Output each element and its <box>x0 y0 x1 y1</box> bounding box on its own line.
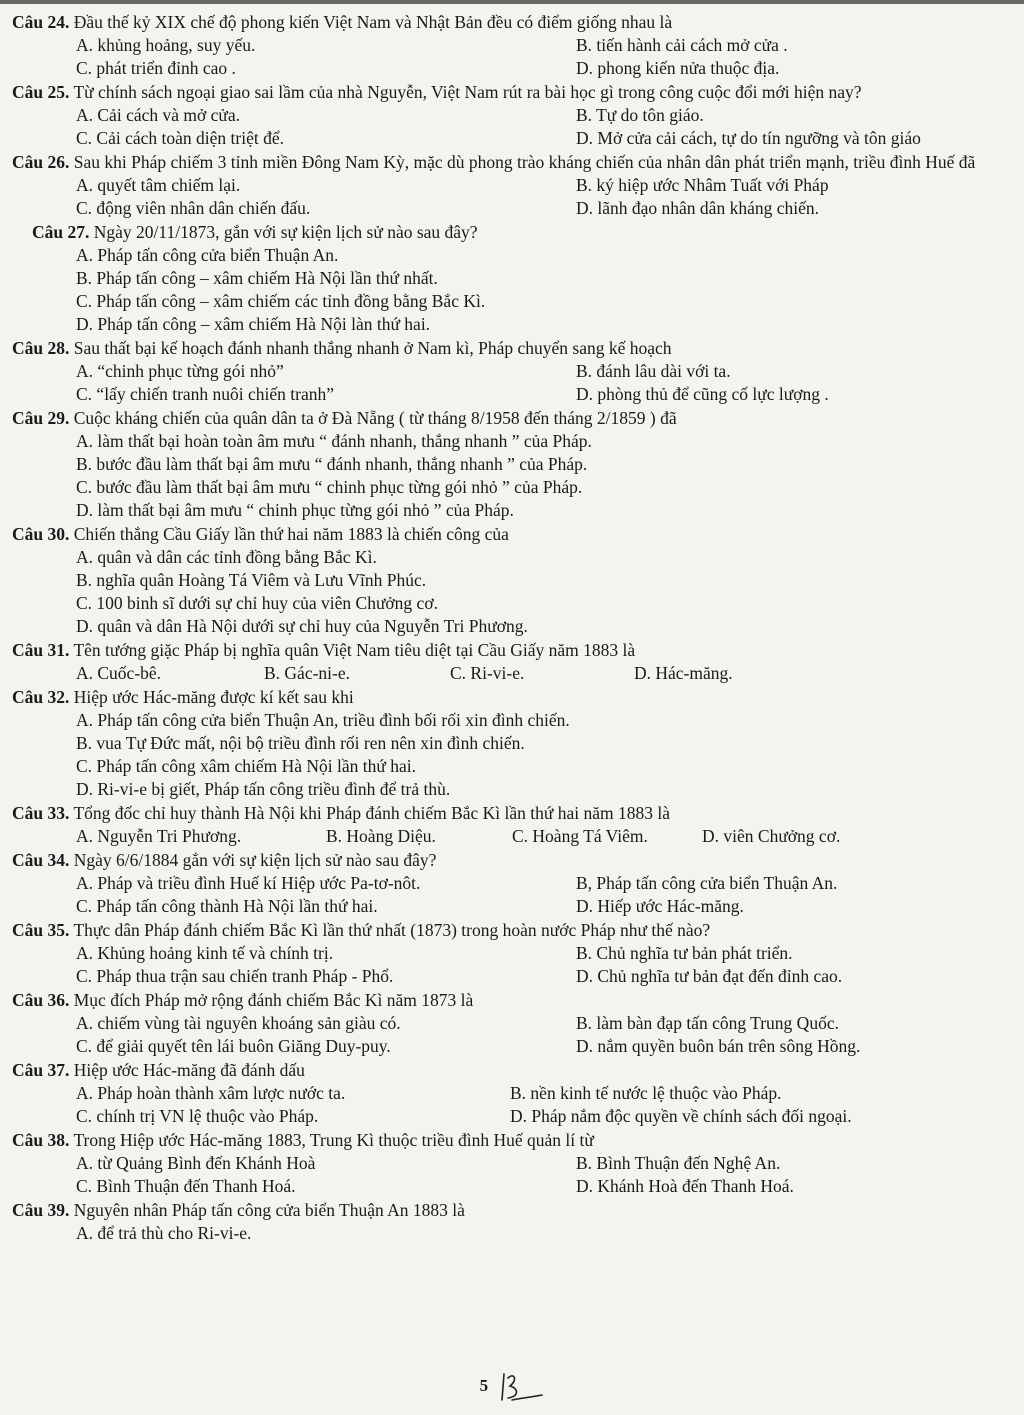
option-d: D. Pháp nắm độc quyền về chính sách đối ngoại. <box>510 1106 852 1126</box>
question-label: Câu 24. <box>12 12 70 32</box>
question-label: Câu 38. <box>12 1130 70 1150</box>
option-d: D. phòng thủ để cũng cố lực lượng . <box>576 384 829 404</box>
option-a: A. Pháp và triều đình Huế kí Hiệp ước Pa-tơ-nôt. <box>76 873 421 893</box>
question-stem: Sau thất bại kế hoạch đánh nhanh thắng nhanh ở Nam kì, Pháp chuyển sang kế hoạch <box>73 338 672 358</box>
question-stem: Cuộc kháng chiến của quân dân ta ở Đà Nẵng ( từ tháng 8/1958 đến tháng 2/1859 ) đã <box>73 408 677 428</box>
option-d: D. Pháp tấn công – xâm chiếm Hà Nội làn thứ hai. <box>76 314 431 334</box>
question-39 <box>12 1198 1012 1245</box>
question-stem: Sau khi Pháp chiếm 3 tỉnh miền Đông Nam Kỳ, mặc dù phong trào kháng chiến của nhân dân phát triển mạnh, triều đình Huế đã <box>73 152 976 172</box>
option-b: B. Tự do tôn giáo. <box>576 105 704 125</box>
option-d: D. quân và dân Hà Nội dưới sự chỉ huy của Nguyễn Tri Phương. <box>76 616 528 636</box>
option-d: D. làm thất bại âm mưu “ chinh phục từng gói nhỏ ” của Pháp. <box>76 500 514 520</box>
option-d: D. phong kiến nửa thuộc địa. <box>576 58 780 78</box>
option-b: B. vua Tự Đức mất, nội bộ triều đình rối ren nên xin đình chiến. <box>76 733 525 753</box>
option-b: B. Pháp tấn công – xâm chiếm Hà Nội lần thứ nhất. <box>76 268 438 288</box>
question-34 <box>12 848 1012 918</box>
option-c: C. bước đầu làm thất bại âm mưu “ chinh phục từng gói nhỏ ” của Pháp. <box>76 477 583 497</box>
question-label: Câu 29. <box>12 408 70 428</box>
option-b: B. Hoàng Diệu. <box>326 826 436 846</box>
option-c: C. Pháp tấn công xâm chiếm Hà Nội lần thứ hai. <box>76 756 416 776</box>
option-c: C. Bình Thuận đến Thanh Hoá. <box>76 1176 296 1196</box>
page-footer <box>0 1370 1024 1404</box>
question-stem: Thực dân Pháp đánh chiếm Bắc Kì lần thứ nhất (1873) trong hoàn nước Pháp như thế nào? <box>73 920 711 940</box>
option-d: D. lãnh đạo nhân dân kháng chiến. <box>576 198 819 218</box>
option-b: B. bước đầu làm thất bại âm mưu “ đánh nhanh, thắng nhanh ” của Pháp. <box>76 454 588 474</box>
option-d: D. Khánh Hoà đến Thanh Hoá. <box>576 1176 794 1196</box>
option-c: C. “lấy chiến tranh nuôi chiến tranh” <box>76 384 335 404</box>
option-a: A. Pháp tấn công cửa biển Thuận An, triều đình bối rối xin đình chiến. <box>76 710 570 730</box>
option-b: B. Gác-ni-e. <box>264 663 351 683</box>
option-a: A. quân và dân các tỉnh đồng bằng Bắc Kì. <box>76 547 377 567</box>
question-stem: Trong Hiệp ước Hác-măng 1883, Trung Kì thuộc triều đình Huế quản lí từ <box>73 1130 594 1150</box>
option-b: B. Bình Thuận đến Nghệ An. <box>576 1153 781 1173</box>
question-stem: Hiệp ước Hác-măng được kí kết sau khi <box>73 687 354 707</box>
option-a: A. làm thất bại hoàn toàn âm mưu “ đánh nhanh, thắng nhanh ” của Pháp. <box>76 431 592 451</box>
question-36 <box>12 988 1012 1058</box>
question-label: Câu 27. <box>32 222 90 242</box>
option-c: C. 100 binh sĩ dưới sự chỉ huy của viên Chưởng cơ. <box>76 593 438 613</box>
option-c: C. động viên nhân dân chiến đấu. <box>76 198 311 218</box>
option-a: A. Pháp tấn công cửa biển Thuận An. <box>76 245 339 265</box>
option-c: C. chính trị VN lệ thuộc vào Pháp. <box>76 1106 319 1126</box>
option-c: C. Pháp tấn công – xâm chiếm các tỉnh đồng bằng Bắc Kì. <box>76 291 486 311</box>
option-a: A. Cuốc-bê. <box>76 663 162 683</box>
question-38 <box>12 1128 1012 1198</box>
option-d: D. nắm quyền buôn bán trên sông Hồng. <box>576 1036 861 1056</box>
option-c: C. Ri-vi-e. <box>450 663 525 683</box>
option-b: B. làm bàn đạp tấn công Trung Quốc. <box>576 1013 839 1033</box>
option-b: B. nền kinh tế nước lệ thuộc vào Pháp. <box>510 1083 782 1103</box>
question-label: Câu 39. <box>12 1200 70 1220</box>
option-a: A. chiếm vùng tài nguyên khoáng sản giàu có. <box>76 1013 401 1033</box>
option-a: A. “chinh phục từng gói nhỏ” <box>76 361 284 381</box>
question-label: Câu 26. <box>12 152 70 172</box>
question-label: Câu 35. <box>12 920 70 940</box>
question-label: Câu 36. <box>12 990 70 1010</box>
question-30 <box>12 522 1012 638</box>
option-a: A. từ Quảng Bình đến Khánh Hoà <box>76 1153 316 1173</box>
option-b: B. ký hiệp ước Nhâm Tuất với Pháp <box>576 175 829 195</box>
question-label: Câu 37. <box>12 1060 70 1080</box>
option-d: D. Mở cửa cải cách, tự do tín ngưỡng và tôn giáo <box>576 128 921 148</box>
question-33 <box>12 801 1012 848</box>
handwritten-signature-icon <box>498 1370 544 1404</box>
question-stem: Từ chính sách ngoại giao sai lầm của nhà Nguyễn, Việt Nam rút ra bài học gì trong công cuộc đổi mới hiện nay? <box>73 82 862 102</box>
option-b: B. tiến hành cải cách mở cửa . <box>576 35 788 55</box>
option-c: C. Hoàng Tá Viêm. <box>512 826 648 846</box>
option-c: C. Pháp tấn công thành Hà Nội lần thứ hai. <box>76 896 378 916</box>
exam-page <box>12 10 1012 1245</box>
question-stem: Ngày 20/11/1873, gắn với sự kiện lịch sử nào sau đây? <box>93 222 478 242</box>
question-stem: Mục đích Pháp mở rộng đánh chiếm Bắc Kì năm 1873 là <box>73 990 474 1010</box>
question-27 <box>12 220 1012 336</box>
question-label: Câu 32. <box>12 687 70 707</box>
question-label: Câu 31. <box>12 640 70 660</box>
question-28 <box>12 336 1012 406</box>
option-a: A. Nguyễn Tri Phương. <box>76 826 242 846</box>
option-d: D. Chủ nghĩa tư bản đạt đến đỉnh cao. <box>576 966 843 986</box>
question-stem: Nguyên nhân Pháp tấn công cửa biển Thuận An 1883 là <box>73 1200 465 1220</box>
option-c: C. Pháp thua trận sau chiến tranh Pháp - Phổ. <box>76 966 394 986</box>
option-d: D. Hác-măng. <box>634 663 733 683</box>
question-25 <box>12 80 1012 150</box>
question-24 <box>12 10 1012 80</box>
option-a: A. để trả thù cho Ri-vi-e. <box>76 1223 252 1243</box>
option-a: A. Cải cách và mở cửa. <box>76 105 241 125</box>
option-a: A. Pháp hoàn thành xâm lược nước ta. <box>76 1083 346 1103</box>
option-c: C. để giải quyết tên lái buôn Giăng Duy-puy. <box>76 1036 391 1056</box>
question-31 <box>12 638 1012 685</box>
question-35 <box>12 918 1012 988</box>
option-d: D. Hiếp ước Hác-măng. <box>576 896 744 916</box>
question-stem: Chiến thắng Cầu Giấy lần thứ hai năm 1883 là chiến công của <box>73 524 509 544</box>
option-b: B. Chủ nghĩa tư bản phát triển. <box>576 943 793 963</box>
option-d: D. viên Chưởng cơ. <box>702 826 841 846</box>
option-d: D. Ri-vi-e bị giết, Pháp tấn công triều đình để trả thù. <box>76 779 451 799</box>
question-26 <box>12 150 1012 220</box>
question-37 <box>12 1058 1012 1128</box>
page-number: 5 <box>479 1375 489 1395</box>
option-c: C. phát triển đỉnh cao . <box>76 58 236 78</box>
option-a: A. quyết tâm chiếm lại. <box>76 175 241 195</box>
question-stem: Tổng đốc chỉ huy thành Hà Nội khi Pháp đánh chiếm Bắc Kì lần thứ hai năm 1883 là <box>73 803 671 823</box>
top-rule <box>0 0 1024 4</box>
option-a: A. khủng hoảng, suy yếu. <box>76 35 256 55</box>
question-label: Câu 30. <box>12 524 70 544</box>
option-c: C. Cải cách toàn diện triệt để. <box>76 128 284 148</box>
question-29 <box>12 406 1012 522</box>
question-stem: Đầu thế kỷ XIX chế độ phong kiến Việt Nam và Nhật Bản đều có điểm giống nhau là <box>73 12 673 32</box>
question-label: Câu 33. <box>12 803 70 823</box>
question-label: Câu 28. <box>12 338 70 358</box>
question-stem: Hiệp ước Hác-măng đã đánh dấu <box>73 1060 305 1080</box>
option-b: B. đánh lâu dài với ta. <box>576 361 731 381</box>
question-label: Câu 34. <box>12 850 70 870</box>
option-b: B. nghĩa quân Hoàng Tá Viêm và Lưu Vĩnh Phúc. <box>76 570 427 590</box>
question-32 <box>12 685 1012 801</box>
option-a: A. Khủng hoảng kinh tế và chính trị. <box>76 943 334 963</box>
option-b: B, Pháp tấn công cửa biển Thuận An. <box>576 873 838 893</box>
question-label: Câu 25. <box>12 82 70 102</box>
question-stem: Tên tướng giặc Pháp bị nghĩa quân Việt Nam tiêu diệt tại Cầu Giấy năm 1883 là <box>73 640 636 660</box>
question-stem: Ngày 6/6/1884 gắn với sự kiện lịch sử nào sau đây? <box>73 850 437 870</box>
